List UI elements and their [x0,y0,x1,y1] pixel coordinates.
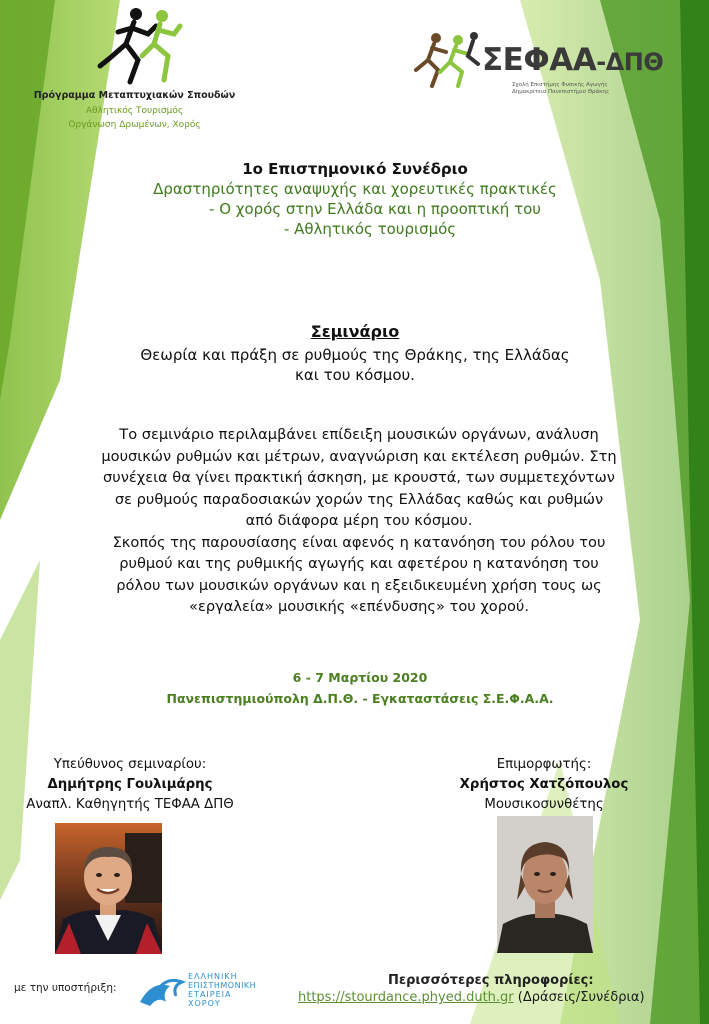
description-line: σε ρυθμούς παραδοσιακών χορών της Ελλάδας καθώς και ρυθμών [114,490,604,508]
seminar-subtitle-line-1: Θεωρία και πράξη σε ρυθμούς της Θράκης, της Ελλάδας [140,346,570,364]
seminar-heading: Σεμινάριο [310,322,400,341]
program-line-2: Οργάνωση Δρωμένων, Χορός [68,120,201,130]
eeeh-line-3: ΕΤΑΙΡΕΙΑ [188,990,232,999]
responsible-role: Υπεύθυνος σεμιναρίου: [53,757,207,772]
description-line: ρόλου των μουσικών οργάνων και η εξειδικευμένη χρήση τους ως [116,576,602,594]
dancer-icon [136,972,186,1012]
seminar-description [44,424,674,618]
description-line: Το σεμινάριο περιλαμβάνει επίδειξη μουσικών οργάνων, ανάλυση [119,426,599,443]
website-link-row [298,990,645,1005]
brand-subtitle-1: Σχολή Επιστήμης Φυσικής Αγωγής [512,82,608,88]
support-label: με την υποστήριξη: [14,982,117,994]
runners-brand-icon [408,28,484,88]
description-line: Σκοπός της παρουσίασης είναι αφενός η κατανόηση του ρόλου του [112,533,606,551]
program-line-1: Αθλητικός Τουρισμός [85,106,184,116]
trainer-title: Μουσικοσυνθέτης [484,797,604,812]
trainer-person [450,755,638,815]
runners-icon [92,4,192,88]
website-link[interactable]: https://stourdance.phyed.duth.gr [298,990,514,1005]
event-info [80,667,640,709]
brand-name: ΣΕΦΑΑ-ΔΠΘ [482,42,664,78]
event-venue: Πανεπιστημιούπολη Δ.Π.Θ. - Εγκαταστάσεις Σ.Ε.Φ.Α.Α. [166,691,554,706]
eeeh-line-2: ΕΠΙΣΤΗΜΟΝΙΚΗ [188,981,257,990]
left-logo [32,4,236,134]
responsible-person [20,755,240,815]
eeeh-logo [136,972,286,1012]
website-link-note: (Δράσεις/Συνέδρια) [517,990,645,1005]
event-dates: 6 - 7 Μαρτίου 2020 [292,670,428,685]
responsible-photo [55,823,162,954]
responsible-name: Δημήτρης Γουλιμάρης [47,777,213,792]
seminar-subtitle [60,345,650,385]
conference-line-1: Δραστηριότητες αναψυχής και χορευτικές πρακτικές [153,180,557,198]
seminar-block [60,322,650,385]
program-name: Πρόγραμμα Μεταπτυχιακών Σπουδών [33,90,236,101]
responsible-title: Αναπλ. Καθηγητής ΤΕΦΑΑ ΔΠΘ [26,797,234,812]
description-line: μουσικών ρυθμών και μέτρων, αναγνώριση και εκτέλεση ρυθμών. Στη [101,447,617,465]
more-info-label: Περισσότερες πληροφορίες: [388,973,594,988]
trainer-role: Επιμορφωτής: [496,757,592,772]
right-logo [408,28,668,118]
conference-line-2: - Ο χορός στην Ελλάδα και η προοπτική του [209,200,541,218]
conference-line-3: - Αθλητικός τουρισμός [283,220,457,238]
trainer-name: Χρήστος Χατζόπουλος [459,777,629,792]
eeeh-line-1: ΕΛΛΗΝΙΚΗ [188,972,238,981]
description-line: «εργαλεία» μουσικής «επένδυσης» του χορού. [189,598,529,615]
description-line: ρυθμού και της ρυθμικής αγωγής και αφετέρου η κατανόηση του [119,555,599,572]
eeeh-line-4: ΧΟΡΟΥ [188,999,221,1008]
description-line: από διάφορα μέρη του κόσμου. [245,512,473,529]
trainer-photo [497,816,593,953]
seminar-subtitle-line-2: και του κόσμου. [295,366,415,384]
description-line: συνέχεια θα γίνει πρακτική άσκηση, με κρουστά, των συμμετεχόντων [103,469,615,486]
conference-title: 1ο Επιστημονικό Συνέδριο [242,160,468,178]
brand-subtitle-2: Δημοκρίτειο Πανεπιστήμιο Θράκης [512,89,610,95]
conference-title-block [60,160,650,238]
